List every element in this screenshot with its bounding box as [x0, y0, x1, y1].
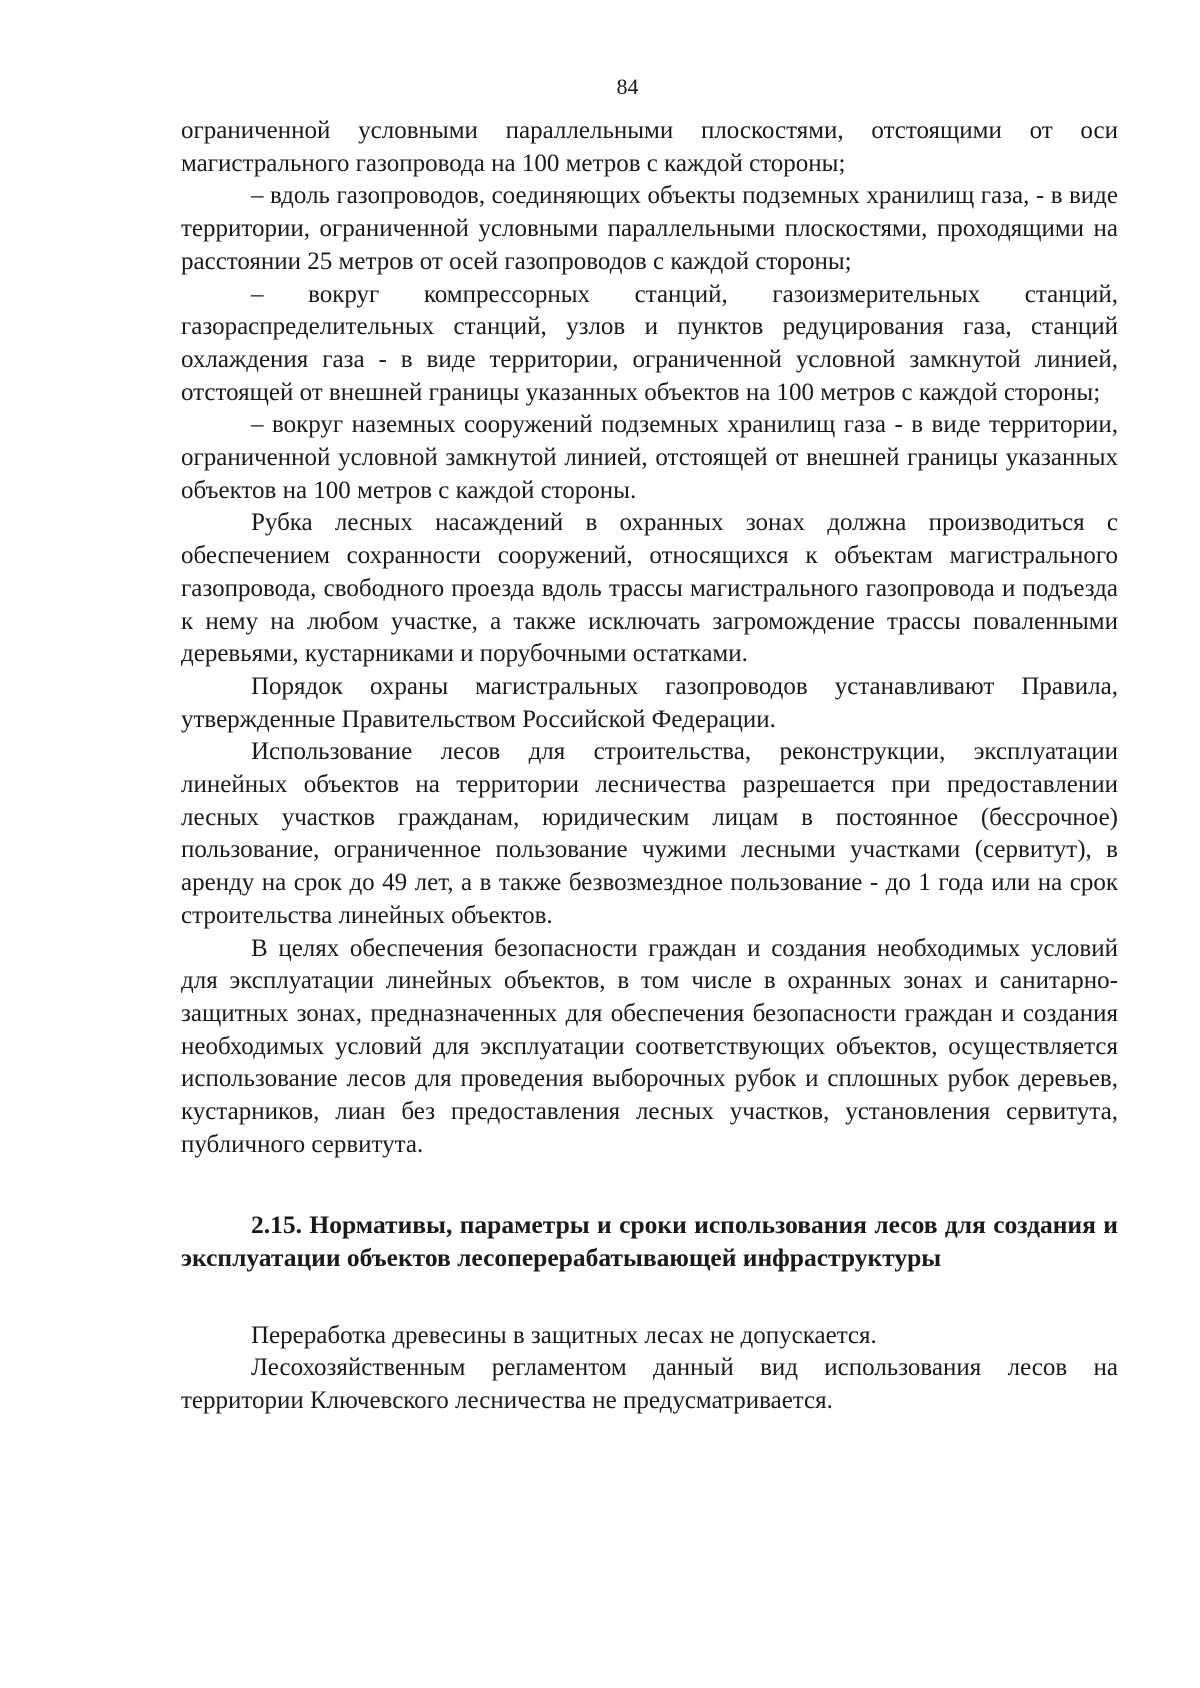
paragraph-8: В целях обеспечения безопасности граждан и создания необходимых условий для эксплуатации линейных объектов, в том числе в охранных зонах и санитарно-защитных зонах, предназначенных для обеспечения безопасности граждан и создания необходимых условий для эксплуатации соответствующих объектов, осуществляется использование лесов для проведения выборочных рубок и сплошных рубок деревьев, кустарников, лиан без предоставления лесных участков, установления сервитута, публичного сервитута.: [181, 934, 1118, 1158]
paragraph-7: Использование лесов для строительства, реконструкции, эксплуатации линейных объектов на территории лесничества разрешается при предоставлении лесных участков гражданам, юридическим лицам в постоянное (бессрочное) пользование, ограниченное пользование чужими лесными участками (сервитут), в аренду на срок до 49 лет, а в также безвозмездное пользование - до 1 года или на срок строительства линейных объектов.: [181, 738, 1118, 929]
document-body: [181, 115, 1118, 1418]
paragraph-1: ограниченной условными параллельными плоскостями, отстоящими от оси магистрального газопровода на 100 метров с каждой стороны;: [181, 117, 1118, 177]
page-number: 84: [616, 74, 639, 99]
paragraph-6: Порядок охраны магистральных газопроводов устанавливают Правила, утвержденные Правительством Российской Федерации.: [181, 672, 1118, 733]
paragraph-3: – вокруг компрессорных станций, газоизмерительных станций, газораспределительных станций, узлов и пунктов редуцирования газа, станций охлаждения газа - в виде территории, ограниченной условной замкнутой линией, отстоящей от внешней границы указанных объектов на 100 метров с каждой стороны;: [181, 280, 1118, 406]
closing-paragraph-1: Переработка древесины в защитных лесах не допускается.: [251, 1321, 877, 1349]
paragraph-5: Рубка лесных насаждений в охранных зонах должна производиться с обеспечением сохранности сооружений, относящихся к объектам магистрального газопровода, свободного проезда вдоль трассы магистрального газопровода и подъезда к нему на любом участке, а также исключать загромождение трассы поваленными деревьями, кустарниками и порубочными остатками.: [181, 509, 1118, 668]
closing-paragraph-2: Лесохозяйственным регламентом данный вид использования лесов на территории Ключевского лесничества не предусматривается.: [181, 1354, 1118, 1414]
section-heading: 2.15. Нормативы, параметры и сроки использования лесов для создания и эксплуатации объектов лесоперерабатывающей инфраструктуры: [181, 1209, 1118, 1272]
paragraph-2: – вдоль газопроводов, соединяющих объекты подземных хранилищ газа, - в виде территории, ограниченной условными параллельными плоскостями, проходящими на расстоянии 25 метров от осей газопроводов с каждой стороны;: [181, 182, 1118, 275]
paragraph-4: – вокруг наземных сооружений подземных хранилищ газа - в виде территории, ограниченной условной замкнутой линией, отстоящей от внешней границы указанных объектов на 100 метров с каждой стороны.: [181, 411, 1118, 504]
